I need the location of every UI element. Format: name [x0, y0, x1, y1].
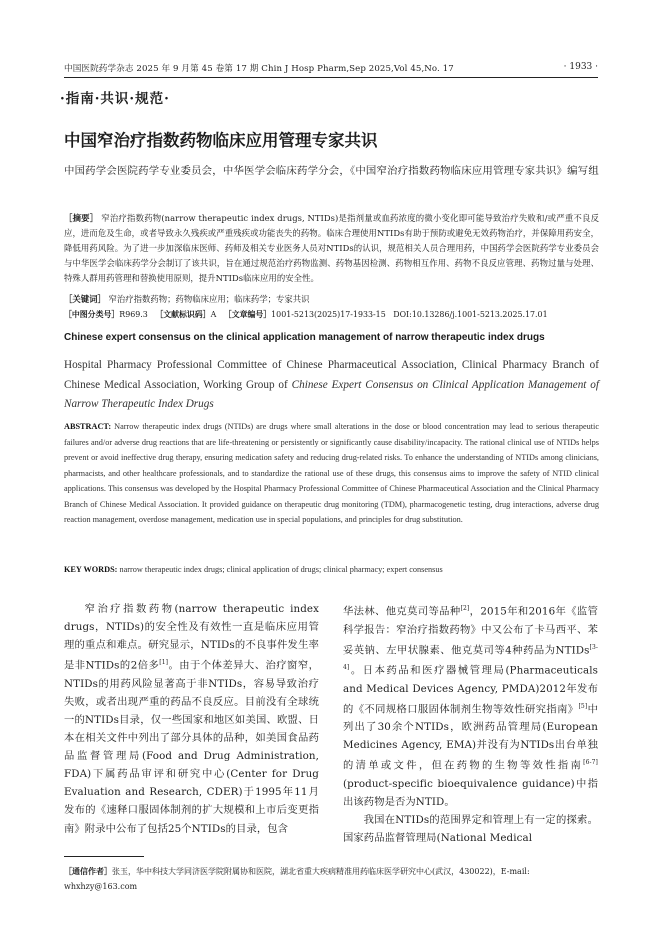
body-text: 。由于个体差异大、治疗窗窄，NTIDs的用药风险显著高于非NTIDs，容易导致治疗失败，或者出现严重的药品不良反应。目前没有全球统一的NTIDs目录，仅一些国家和地区如美国、欧盟、日本在相关文件中列出了部分具体的品种，如美国食品药品监督管理局(Food and Drug Administration, FDA)下属药品审评和研究中心(Center for Drug Evaluation and Research, CDER)于1995年11月发布的《速释口服固体制剂的扩大规模和上市后变更指南》附录中公布了包括25个NTIDs的目录，包含: [64, 659, 319, 835]
authors-cn: 中国药学会医院药学专业委员会，中华医学会临床药学分会，《中国窄治疗指数药物临床应用管理专家共识》编写组: [64, 165, 599, 177]
article-title-en: Chinese expert consensus on the clinical application management of narrow therapeutic index drugs: [64, 332, 545, 343]
keywords-en-label: KEY WORDS:: [64, 565, 118, 574]
footnote-label: ［通信作者］: [64, 866, 112, 876]
keywords-en: [64, 565, 599, 574]
authors-en-plain: Hospital Pharmacy Professional Committee of Chinese Pharmaceutical Association, Clinical Pharmacy Branch of Chinese Medical Association, Working Group of: [64, 359, 599, 391]
body-text: 华法林、他克莫司等品种: [343, 605, 461, 618]
abstract-cn-text: 窄治疗指数药物(narrow therapeutic index drugs, NTIDs)是指剂量或血药浓度的微小变化即可能导致治疗失败和/或严重不良反应，进而危及生命，或者导致永久残疾或严重残疾或功能丧失的药物。临床合理使用NTIDs有助于预防或避免无效药物治疗，并保障用药安全，降低用药风险。为了进一步加深临床医师、药师及相关专业医务人员对NTIDs的认识，规范相关人员合理用药，中国药学会医院药学专业委员会与中华医学会临床药学分会制订了该共识，旨在通过规范治疗药物监测、药物基因检测、药物相互作用、药物不良反应管理、药物过量与处理、特殊人群用药管理和替换使用原则，提升NTIDs临床应用的安全性。: [64, 213, 600, 284]
abstract-cn: [64, 211, 599, 286]
body-text: 。日本药品和医疗器械管理局(Pharmaceuticals and Medical Devices Agency, PMDA)2012年发布的《不同规格口服固体制剂生物等效性研究指南》: [343, 664, 598, 716]
body-text: 中列出了30余个NTIDs，欧洲药品管理局(European Medicines Agency, EMA)并没有为NTIDs出台单独的清单或文件，但在药物的生物等效性指南: [343, 703, 599, 772]
citation-ref[interactable]: [6-7]: [583, 759, 598, 767]
citation-ref[interactable]: [2]: [460, 605, 470, 612]
body-text: ，2015年和2016年《监管科学报告：窄治疗指数药物》中又公布了卡马西平、苯妥英钠、左甲状腺素、他克莫司等4种药品为NTIDs: [343, 605, 598, 657]
body-column-left: [64, 600, 319, 838]
keywords-cn: [64, 293, 599, 305]
citation-ref[interactable]: [3-4]: [343, 643, 598, 672]
clc-label: ［中图分类号］: [64, 310, 120, 319]
abstract-en-text: Narrow therapeutic index drugs (NTIDs) are drugs where small alterations in the dose or blood concentration may lead to serious therapeutic failures and/or adverse drug reactions that are life-threatening or persistently or significantly cause disability/incapacity. The rational clinical use of NTIDs helps prevent or avoid ineffective drug therapy, ensuring medication safety and reducing drug-related risks. To enhance the understanding of NTIDs among clinicians, pharmacists, and other healthcare professionals, and to standardize the rational use of these drugs, this consensus aims to improve the safety of NTID clinical applications. This consensus was developed by the Hospital Pharmacy Professional Committee of Chinese Pharmaceutical Association and the Clinical Pharmacy Branch of Chinese Medical Association. It provided guidance on therapeutic drug monitoring (TDM), pharmacogenetic testing, drug interactions, adverse drug reaction management, overdose management, medication use in special populations, and principles for drug substitution.: [64, 422, 599, 525]
header-rule: [64, 77, 598, 78]
abstract-en: [64, 419, 599, 528]
authors-en-working-group: Chinese Expert Consensus on Clinical Application Management of Narrow Therapeutic Index Drugs: [64, 378, 599, 411]
article-title: 中国窄治疗指数药物临床应用管理专家共识: [64, 131, 378, 150]
journal-header: 中国医院药学杂志 2025 年 9 月第 45 卷第 17 期 Chin J Hosp Pharm,Sep 2025,Vol 45,No. 17: [64, 64, 454, 74]
body-paragraph: [64, 600, 319, 838]
page-number: · 1933 ·: [563, 62, 598, 72]
body-paragraph: [343, 600, 598, 811]
column-tag: ·指南·共识·规范·: [60, 91, 170, 107]
classification-line: [64, 309, 599, 320]
abstract-cn-label: ［摘要］: [64, 213, 99, 223]
doc-code-value: A: [210, 310, 217, 319]
body-column-right: [343, 600, 598, 847]
body-text: 窄治疗指数药物(narrow therapeutic index drugs，NTIDs)的安全性及有效性一直是临床应用管理的重点和难点。研究显示，NTIDs的不良事件发生率是非NTIDs的2倍多: [64, 603, 319, 672]
abstract-en-label: ABSTRACT:: [64, 422, 112, 431]
footnote-text: 张玉，华中科技大学同济医学院附属协和医院，湖北省重大疾病精准用药临床医学研究中心(武汉，430022)，E-mail: whxhzy@163.com: [64, 867, 530, 892]
footnote-rule: [64, 856, 144, 857]
article-number-label: ［文章编号］: [223, 310, 272, 319]
doc-code-label: ［文献标识码］: [155, 310, 211, 319]
keywords-cn-text: 窄治疗指数药物；药物临床应用；临床药学；专家共识: [108, 294, 310, 304]
citation-ref[interactable]: [5]: [578, 702, 588, 710]
clc-value: R969.3: [119, 310, 148, 319]
keywords-cn-label: ［关键词］: [64, 294, 106, 304]
body-text: (product-specific bioequivalence guidance)中指出该药物是否为NTID。: [343, 777, 598, 809]
corresponding-author-footnote: [64, 864, 599, 894]
doi-link[interactable]: DOI:10.13286/j.1001-5213.2025.17.01: [393, 310, 548, 319]
authors-en: [64, 356, 599, 415]
citation-ref[interactable]: [1]: [159, 659, 169, 667]
keywords-en-text: narrow therapeutic index drugs; clinical application of drugs; clinical pharmacy; expert consensus: [117, 565, 443, 574]
article-number-value: 1001-5213(2025)17-1933-15: [271, 310, 386, 319]
body-paragraph: 我国在NTIDs的范围界定和管理上有一定的探索。国家药品监督管理局(National Medical: [343, 814, 598, 845]
